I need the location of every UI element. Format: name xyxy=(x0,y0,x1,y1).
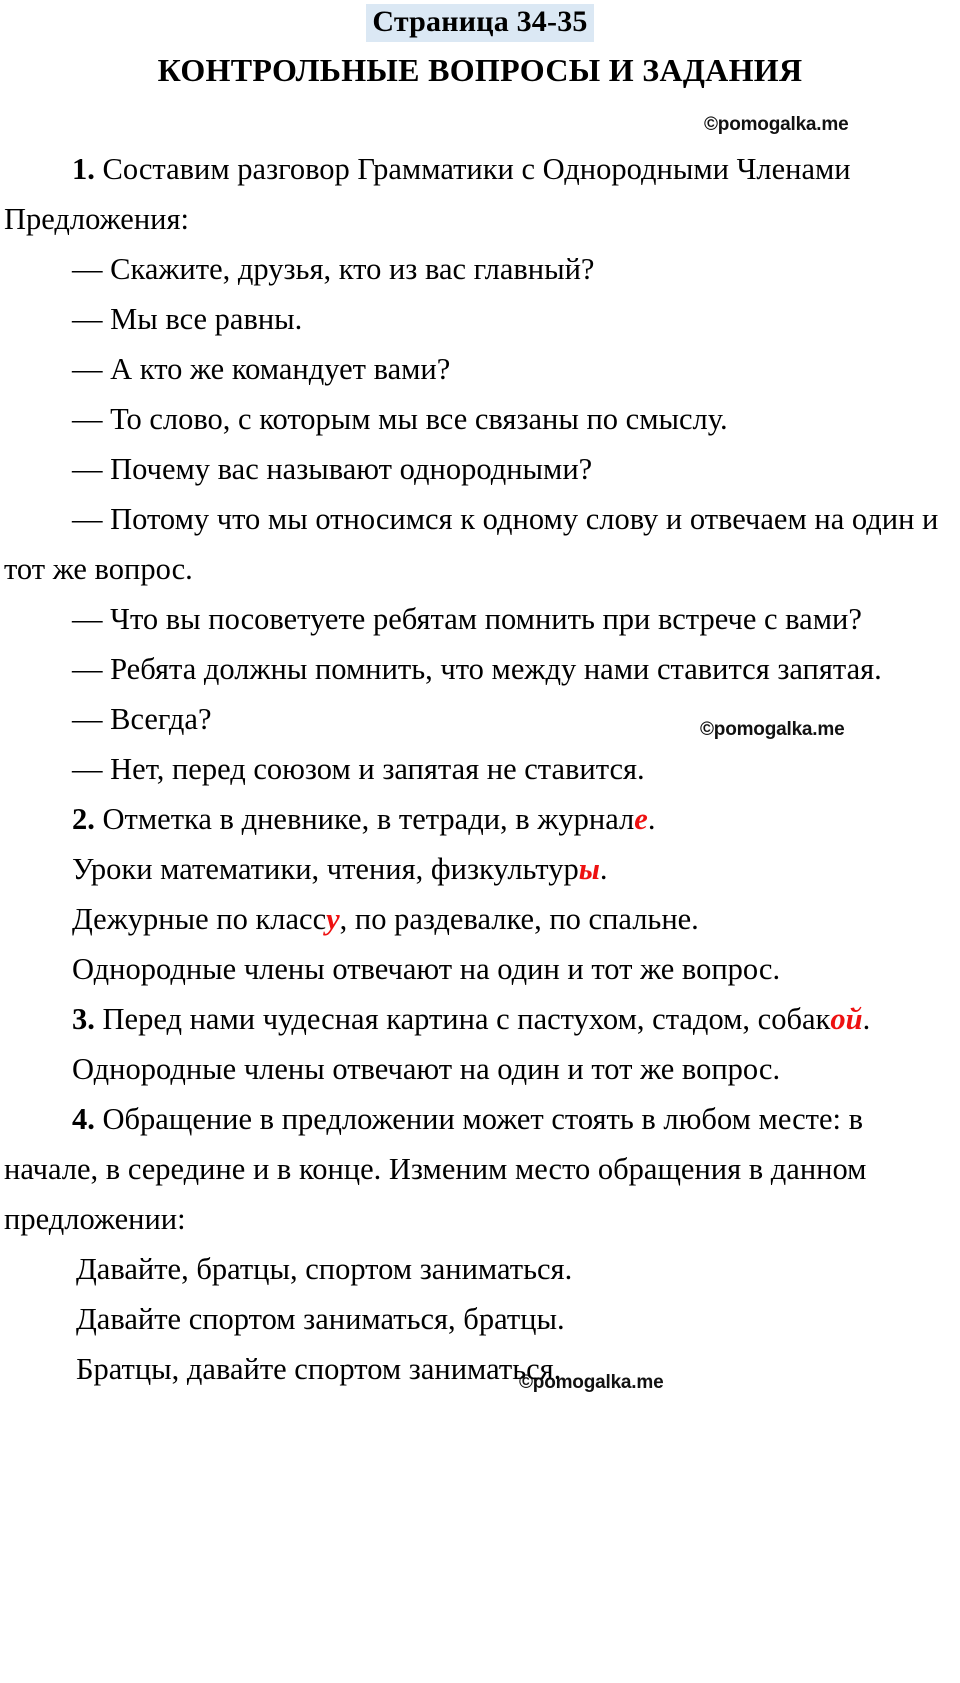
dialogue-line: — Скажите, друзья, кто из вас главный? xyxy=(72,252,595,286)
dialogue-line: — Потому что мы относимся к одному слову и отвечаем на один и тот же вопрос. xyxy=(4,502,946,586)
dialogue-line: — Почему вас называют однородными? xyxy=(72,452,593,486)
task-2-number: 2. xyxy=(72,802,95,836)
task-2-line-3-before: Дежурные по класс xyxy=(72,902,327,936)
dialogue-line: — То слово, с которым мы все связаны по смыслу. xyxy=(72,402,728,436)
task-2-line-1-ending: е xyxy=(634,802,648,836)
watermark-middle: ©pomogalka.me xyxy=(700,719,845,740)
task-3-line-1-ending: ой xyxy=(830,1002,863,1036)
dialogue-line: — Что вы посоветуете ребятам помнить при встрече с вами? xyxy=(72,602,862,636)
task-1-number: 1. xyxy=(72,152,95,186)
task-2-line-2-ending: ы xyxy=(578,852,600,886)
page-title: КОНТРОЛЬНЫЕ ВОПРОСЫ И ЗАДАНИЯ xyxy=(157,52,803,88)
dialogue-line: — Мы все равны. xyxy=(72,302,303,336)
dialogue-line: — Нет, перед союзом и запятая не ставится. xyxy=(72,752,645,786)
task-4-intro xyxy=(4,1094,954,1244)
task-4-example: Давайте спортом заниматься, братцы. xyxy=(76,1302,565,1336)
task-4-intro-text: Обращение в предложении может стоять в любом месте: в начале, в середине и в конце. Изменим место обращения в данном предложении: xyxy=(4,1102,875,1236)
dialogue-line: — А кто же командует вами? xyxy=(72,352,451,386)
task-2-line-2 xyxy=(4,844,954,894)
task-2-line-2-after: . xyxy=(599,852,608,886)
task-2-line-3-ending: у xyxy=(326,902,340,936)
task-2-line-4: Однородные члены отвечают на один и тот же вопрос. xyxy=(72,952,781,986)
dialogue-line: — Всегда? xyxy=(72,702,212,736)
task-2-line-1-before: Отметка в дневнике, в тетради, в журнал xyxy=(94,802,635,836)
document-body xyxy=(0,144,960,1394)
task-4-example: Давайте, братцы, спортом заниматься. xyxy=(76,1252,573,1286)
page-number-row xyxy=(0,0,960,44)
task-2-line-3 xyxy=(4,894,954,944)
task-3-line-2: Однородные члены отвечают на один и тот же вопрос. xyxy=(72,1052,781,1086)
task-2-line-3-after: , по раздевалке, по спальне. xyxy=(339,902,699,936)
task-3-line-1 xyxy=(4,994,954,1044)
task-1-intro-text: Составим разговор Грамматики с Однородными Членами Предложения: xyxy=(4,152,859,236)
task-3-line-1-after: . xyxy=(862,1002,871,1036)
task-3-line-1-before: Перед нами чудесная картина с пастухом, стадом, собак xyxy=(94,1002,831,1036)
dialogue-line: — Ребята должны помнить, что между нами ставится запятая. xyxy=(72,652,882,686)
task-2-line-1-after: . xyxy=(647,802,656,836)
task-3-number: 3. xyxy=(72,1002,95,1036)
task-2-line-1 xyxy=(4,794,954,844)
watermark-bottom: ©pomogalka.me xyxy=(519,1372,664,1393)
task-2-line-2-before: Уроки математики, чтения, физкультур xyxy=(72,852,579,886)
task-4-number: 4. xyxy=(72,1102,95,1136)
page-number-label: Страница 34-35 xyxy=(366,4,593,42)
task-4-example: Братцы, давайте спортом заниматься. xyxy=(76,1352,562,1386)
watermark-top: ©pomogalka.me xyxy=(704,114,849,135)
task-1-intro xyxy=(4,144,954,244)
